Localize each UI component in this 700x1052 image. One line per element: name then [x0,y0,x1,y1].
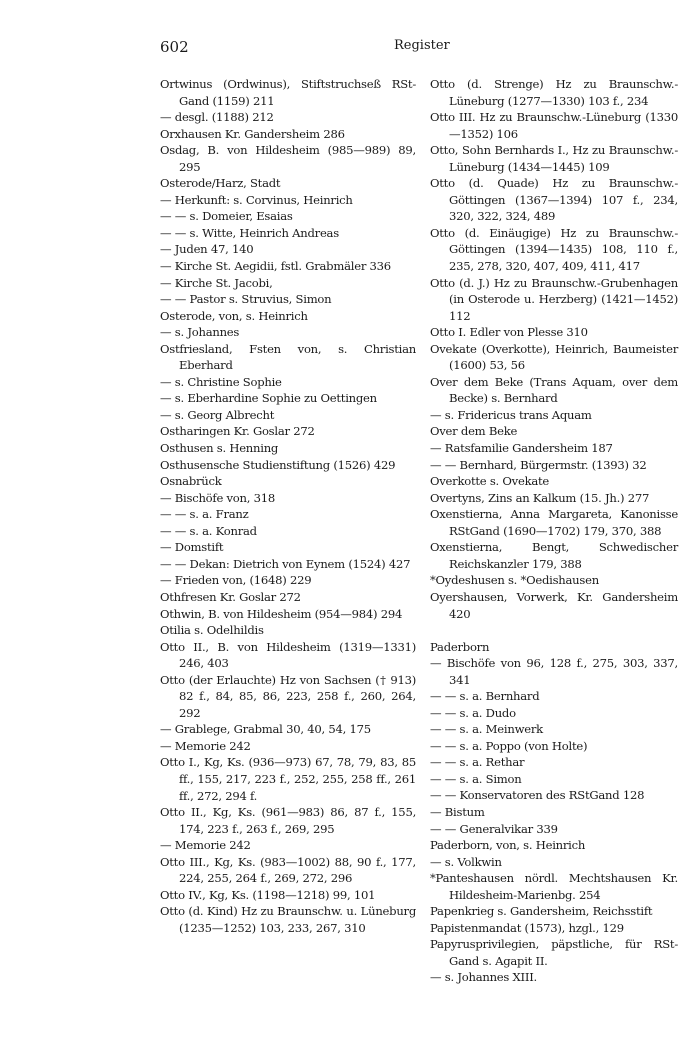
index-entry: — Bischöfe von 96, 128 f., 275, 303, 337, 341 [430,656,678,687]
index-entry: — — s. Domeier, Esaias [160,209,293,224]
index-entry: Ortwinus (Ordwinus), Stiftstruchseß RSt-Gand (1159) 211 [160,77,416,108]
index-entry: Oxenstierna, Bengt, Schwedischer Reichskanzler 179, 388 [430,540,678,571]
index-entry: Otto III. Hz zu Braunschw.-Lüneburg (1330—1352) 106 [430,110,678,141]
index-entry: Orxhausen Kr. Gandersheim 286 [160,126,345,141]
index-entry: Papyrusprivilegien, päpstliche, für RSt-Gand s. Agapit II. [430,937,678,968]
index-entry: Otto I., Kg, Ks. (936—973) 67, 78, 79, 83, 85 ff., 155, 217, 223 f., 252, 255, 258 ff., 261 ff., 272, 294 f. [160,755,416,803]
index-entry: — s. Christine Sophie [160,374,282,389]
index-entry: — Kirche St. Jacobi, [160,275,273,290]
index-entry: Overtyns, Zins an Kalkum (15. Jh.) 277 [430,490,650,505]
index-entry: Paderborn [430,639,490,654]
index-entry: — s. Johannes XIII. [430,970,537,985]
index-entry: Otto (d. J.) Hz zu Braunschw.-Grubenhagen (in Osterode u. Herzberg) (1421—1452) 112 [430,275,678,323]
index-entry: Papenkrieg s. Gandersheim, Reichsstift [430,904,653,919]
index-entry: Ostharingen Kr. Goslar 272 [160,424,315,439]
index-entry: — Bistum [430,805,485,820]
index-entry: Ovekate (Overkotte), Heinrich, Baumeister (1600) 53, 56 [430,341,678,373]
page-number: 602 [160,38,189,56]
index-entry: — — s. Witte, Heinrich Andreas [160,225,339,240]
index-entry: — s. Fridericus trans Aquam [430,407,592,422]
index-entry: — — Generalvikar 339 [430,821,558,836]
index-entry: — Ratsfamilie Gandersheim 187 [430,441,613,456]
index-entry: Oxenstierna, Anna Margareta, Kanonisse RStGand (1690—1702) 179, 370, 388 [430,507,678,538]
index-entry: Paderborn, von, s. Heinrich [430,838,586,853]
index-entry: — s. Eberhardine Sophie zu Oettingen [160,391,377,406]
index-entry: Otto (d. Quade) Hz zu Braunschw.-Göttingen (1367—1394) 107 f., 234, 320, 322, 324, 489 [430,176,678,224]
index-entry: Otilia s. Odelhildis [160,623,264,638]
index-entry: — — s. a. Konrad [160,523,257,538]
index-entry: — — s. a. Simon [430,771,522,786]
index-entry: — Frieden von, (1648) 229 [160,573,312,588]
index-entry: Otto (d. Strenge) Hz zu Braunschw.-Lüneburg (1277—1330) 103 f., 234 [430,77,678,108]
index-column-right [430,76,678,986]
index-entry: — desgl. (1188) 212 [160,110,274,125]
index-entry: Otto (d. Kind) Hz zu Braunschw. u. Lüneburg (1235—1252) 103, 233, 267, 310 [160,904,416,935]
index-entry: — Herkunft: s. Corvinus, Heinrich [160,192,353,207]
index-entry: Osterode, von, s. Heinrich [160,308,308,323]
index-entry: Otto (der Erlauchte) Hz von Sachsen († 913) 82 f., 84, 85, 86, 223, 258 f., 260, 264, 292 [160,672,416,720]
index-entry: *Oydeshusen s. *Oedishausen [430,573,599,588]
running-head-title: Register [394,38,450,53]
index-entry: — — s. a. Poppo (von Holte) [430,738,588,753]
index-entry: — — s. a. Bernhard [430,689,540,704]
index-column-left [160,76,416,936]
index-entry: — — Dekan: Dietrich von Eynem (1524) 427 [160,556,411,571]
index-entry: — — s. a. Dudo [430,705,516,720]
index-entry: Otto, Sohn Bernhards I., Hz zu Braunschw.-Lüneburg (1434—1445) 109 [430,143,678,174]
index-entry: — Grablege, Grabmal 30, 40, 54, 175 [160,722,371,737]
index-entry: Otto (d. Einäugige) Hz zu Braunschw.-Göttingen (1394—1435) 108, 110 f., 235, 278, 320, 407, 409, 411, 417 [430,225,678,274]
index-entry: — — Konservatoren des RStGand 128 [430,788,645,803]
index-entry: Papistenmandat (1573), hzgl., 129 [430,920,624,935]
index-entry: Otto III., Kg, Ks. (983—1002) 88, 90 f., 177, 224, 255, 264 f., 269, 272, 296 [160,854,416,886]
index-entry: Otto IV., Kg, Ks. (1198—1218) 99, 101 [160,887,376,902]
index-entry: Otto II., Kg, Ks. (961—983) 86, 87 f., 155, 174, 223 f., 263 f., 269, 295 [160,805,416,836]
index-entry: — s. Georg Albrecht [160,407,275,422]
index-entry: Ostfriesland, Fsten von, s. Christian Eberhard [160,341,416,373]
index-entry: Overkotte s. Ovekate [430,474,550,489]
index-entry: Osnabrück [160,474,222,489]
index-entry: *Panteshausen nördl. Mechtshausen Kr. Hildesheim-Marienbg. 254 [430,871,678,902]
index-entry: — — s. a. Meinwerk [430,722,543,737]
index-entry: Oyershausen, Vorwerk, Kr. Gandersheim 420 [430,589,678,621]
index-entry: Otto I. Edler von Plesse 310 [430,325,588,340]
index-entry: Osthusen s. Henning [160,441,279,456]
index-entry: — Domstift [160,540,224,555]
index-entry: Osterode/Harz, Stadt [160,176,281,191]
index-entry: — Juden 47, 140 [160,242,254,257]
index-entry: — s. Volkwin [430,854,502,869]
index-entry: Osthusensche Studienstiftung (1526) 429 [160,457,396,472]
index-entry: — — s. a. Franz [160,507,249,522]
index-entry: Over dem Beke (Trans Aquam, over dem Becke) s. Bernhard [430,374,678,406]
index-entry: Otto II., B. von Hildesheim (1319—1331) 246, 403 [160,639,416,671]
index-entry: Over dem Beke [430,424,518,439]
index-entry: — Kirche St. Aegidii, fstl. Grabmäler 336 [160,259,391,274]
index-entry: — — s. a. Rethar [430,755,525,770]
index-entry: — s. Johannes [160,325,240,340]
index-entry: Othfresen Kr. Goslar 272 [160,589,301,604]
index-entry: — Memorie 242 [160,738,251,753]
index-entry: — Memorie 242 [160,838,251,853]
index-entry: — — Bernhard, Bürgermstr. (1393) 32 [430,457,647,472]
index-entry: — Bischöfe von, 318 [160,490,275,505]
index-entry: — — Pastor s. Struvius, Simon [160,292,332,307]
index-entry: Osdag, B. von Hildesheim (985—989) 89, 295 [160,143,416,174]
index-entry: Othwin, B. von Hildesheim (954—984) 294 [160,606,403,621]
